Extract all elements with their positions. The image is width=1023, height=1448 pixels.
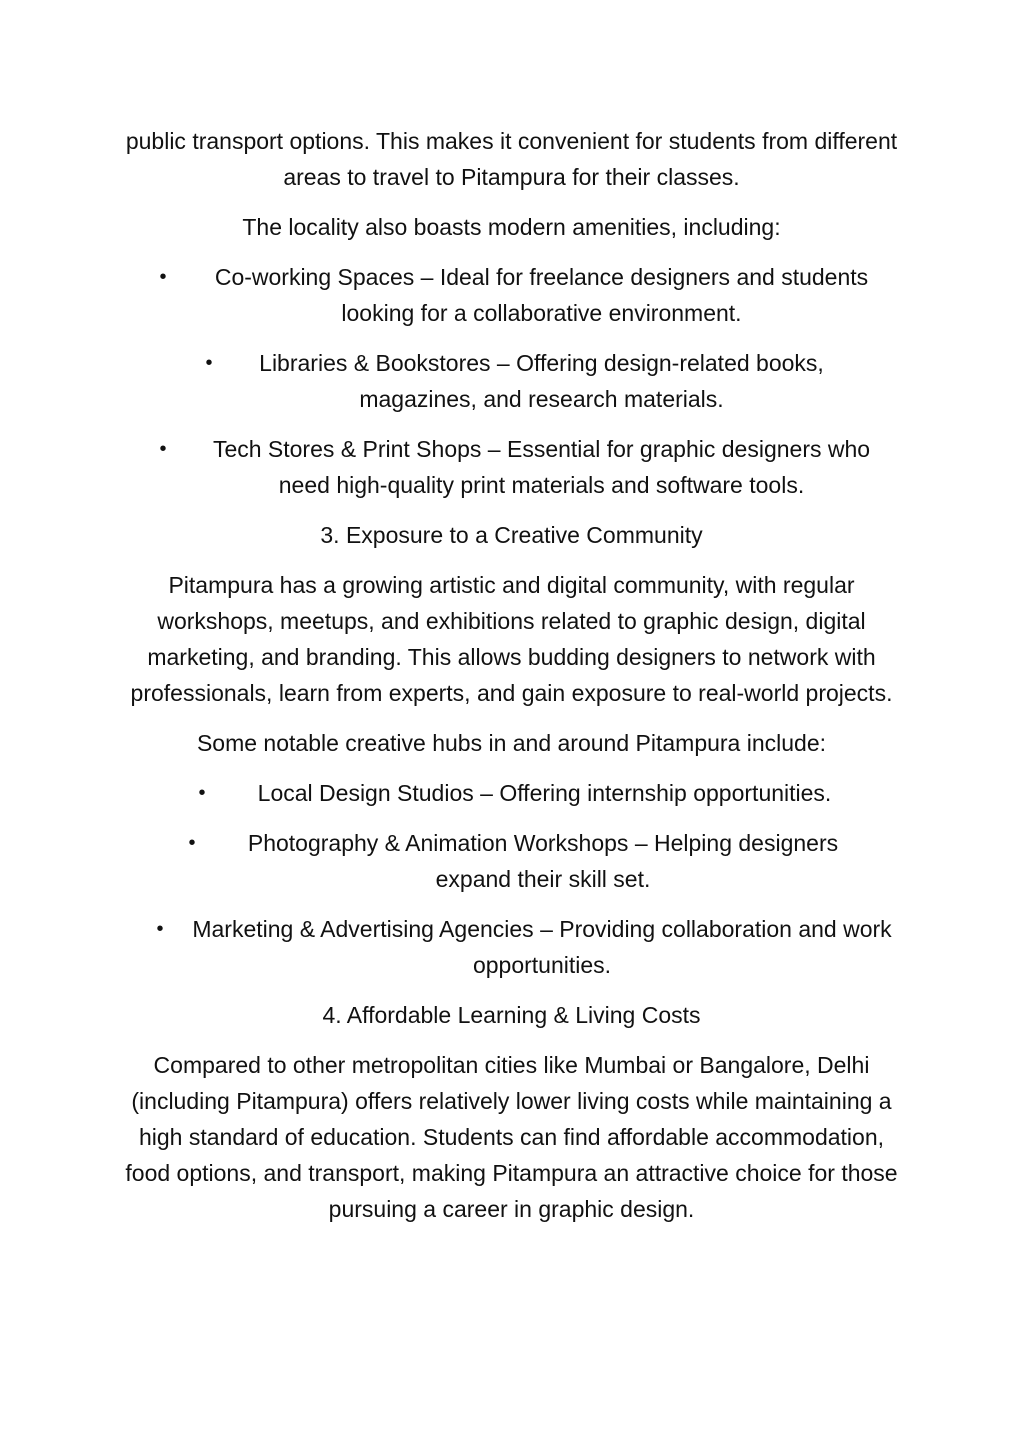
list-item [0, 911, 1023, 983]
list-item-text: Marketing & Advertising Agencies – Providing collaboration and work opportunities. [192, 916, 892, 978]
list-item-text: Co-working Spaces – Ideal for freelance designers and students looking for a collaborative environment. [214, 264, 869, 326]
list-item-text: Photography & Animation Workshops – Helping designers expand their skill set. [247, 830, 839, 892]
bullet-icon: • [188, 832, 196, 854]
section-heading: 4. Affordable Learning & Living Costs [322, 1002, 701, 1028]
bullet-icon: • [159, 438, 167, 460]
list-item-text: Tech Stores & Print Shops – Essential for graphic designers who need high-quality print materials and software tools. [212, 436, 871, 498]
intro-paragraph: public transport options. This makes it convenient for students from different areas to travel to Pitampura for their classes. [125, 128, 898, 190]
list-item-text: Libraries & Bookstores – Offering design-related books, magazines, and research materials. [259, 350, 824, 412]
list-item [0, 259, 1023, 331]
list-item [0, 431, 1023, 503]
list-item [0, 775, 1023, 811]
bullet-icon: • [156, 918, 164, 940]
list-item [0, 345, 1023, 417]
amenities-intro: The locality also boasts modern amenities, including: [242, 214, 781, 240]
list-item-text: Local Design Studios – Offering internship opportunities. [257, 780, 832, 806]
document-page [0, 123, 1023, 1241]
bullet-icon: • [159, 266, 167, 288]
list-item [0, 825, 1023, 897]
section-paragraph: Compared to other metropolitan cities like Mumbai or Bangalore, Delhi (including Pitampura) offers relatively lower living costs while maintaining a high standard of education. Students can find affordable accommodation, food options, and transport, making Pitampura an attractive choice for those pursuing a career in graphic design. [125, 1052, 898, 1222]
section-heading: 3. Exposure to a Creative Community [320, 522, 703, 548]
bullet-icon: • [198, 782, 206, 804]
section-paragraph: Pitampura has a growing artistic and digital community, with regular workshops, meetups, and exhibitions related to graphic design, digital marketing, and branding. This allows budding designers to network with professionals, learn from experts, and gain exposure to real-world projects. [130, 572, 893, 706]
bullet-icon: • [205, 352, 213, 374]
hubs-intro: Some notable creative hubs in and around Pitampura include: [196, 730, 827, 756]
